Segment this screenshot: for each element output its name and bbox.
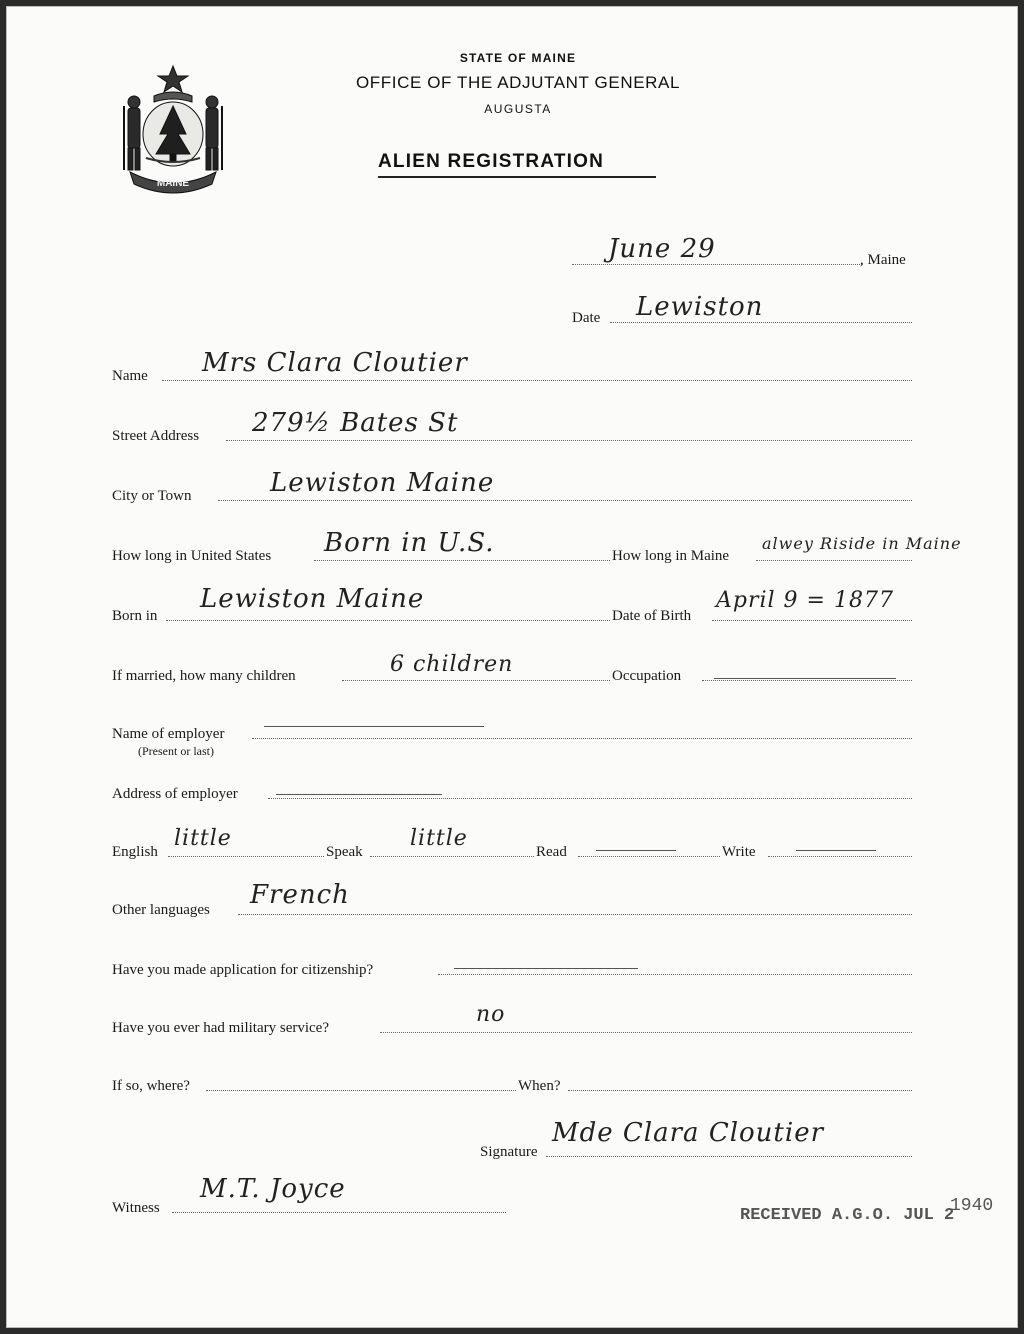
dob-value: April 9 = 1877 — [716, 588, 894, 613]
witness-label: Witness — [112, 1200, 160, 1216]
military-line — [380, 1032, 912, 1033]
occupation-line — [702, 680, 912, 681]
military-value: no — [476, 1002, 506, 1027]
how-long-us-label: How long in United States — [112, 548, 272, 564]
witness-line — [172, 1212, 506, 1213]
children-value: 6 children — [390, 652, 514, 677]
employer-address-line — [268, 798, 912, 799]
date-label: Date — [572, 310, 601, 326]
other-languages-value: French — [250, 880, 350, 910]
employer-dash — [264, 726, 484, 727]
how-long-maine-value: alwey Riside in Maine — [762, 534, 962, 553]
english-line — [168, 856, 324, 857]
city-line — [218, 500, 912, 501]
how-long-maine-line — [756, 560, 912, 561]
dob-line — [712, 620, 912, 621]
dob-label: Date of Birth — [612, 608, 692, 624]
when-label: When? — [518, 1078, 561, 1094]
how-long-maine-label: How long in Maine — [612, 548, 730, 564]
name-line — [162, 380, 912, 381]
place-line — [610, 322, 912, 323]
received-stamp-year: 1940 — [950, 1196, 994, 1216]
occupation-dash — [714, 678, 896, 679]
citizenship-line — [438, 974, 912, 975]
title-underline — [378, 176, 656, 178]
state-suffix: , Maine — [860, 252, 906, 268]
where-line — [206, 1090, 516, 1091]
form-page — [6, 6, 1018, 1328]
how-long-us-value: Born in U.S. — [324, 528, 495, 558]
write-line — [768, 856, 912, 857]
military-label: Have you ever had military service? — [112, 1020, 329, 1036]
signature-value: Mde Clara Cloutier — [552, 1118, 825, 1148]
speak-label: Speak — [326, 844, 363, 860]
where-label: If so, where? — [112, 1078, 190, 1094]
employer-address-label: Address of employer — [112, 786, 238, 802]
speak-line — [370, 856, 534, 857]
street-label: Street Address — [112, 428, 200, 444]
speak-value: little — [410, 826, 468, 851]
write-label: Write — [722, 844, 756, 860]
citizenship-label: Have you made application for citizenship? — [112, 962, 374, 978]
place-value: Lewiston — [636, 292, 764, 322]
witness-value: M.T. Joyce — [200, 1174, 346, 1204]
street-line — [226, 440, 912, 441]
employer-label: Name of employer — [112, 726, 225, 742]
other-languages-line — [238, 914, 912, 915]
signature-line — [546, 1156, 912, 1157]
header-state: STATE OF MAINE — [459, 51, 577, 65]
other-languages-label: Other languages — [112, 902, 210, 918]
employer-line — [252, 738, 912, 739]
received-stamp: RECEIVED A.G.O. JUL 2 — [740, 1206, 955, 1225]
city-label: City or Town — [112, 488, 192, 504]
read-line — [578, 856, 720, 857]
name-label: Name — [112, 368, 148, 384]
date-value: June 29 — [608, 234, 716, 264]
form-title: ALIEN REGISTRATION — [378, 151, 605, 172]
employer-address-dash — [276, 794, 442, 795]
write-dash — [796, 850, 876, 851]
seal-banner-text: MAINE — [156, 178, 190, 189]
name-value: Mrs Clara Cloutier — [202, 348, 468, 378]
children-line — [342, 680, 610, 681]
employer-sublabel: (Present or last) — [138, 744, 214, 758]
children-label: If married, how many children — [112, 668, 296, 684]
read-dash — [596, 850, 676, 851]
english-label: English — [112, 844, 158, 860]
when-line — [568, 1090, 912, 1091]
citizenship-dash — [454, 968, 638, 969]
how-long-us-line — [314, 560, 610, 561]
born-in-line — [166, 620, 610, 621]
read-label: Read — [536, 844, 567, 860]
street-value: 279½ Bates St — [252, 408, 459, 438]
header-city: AUGUSTA — [484, 102, 552, 116]
born-in-label: Born in — [112, 608, 158, 624]
occupation-label: Occupation — [612, 668, 682, 684]
signature-label: Signature — [480, 1144, 538, 1160]
date-line — [572, 264, 862, 265]
english-value: little — [174, 826, 232, 851]
born-in-value: Lewiston Maine — [200, 584, 425, 614]
header-office: OFFICE OF THE ADJUTANT GENERAL — [355, 73, 681, 92]
city-value: Lewiston Maine — [270, 468, 495, 498]
